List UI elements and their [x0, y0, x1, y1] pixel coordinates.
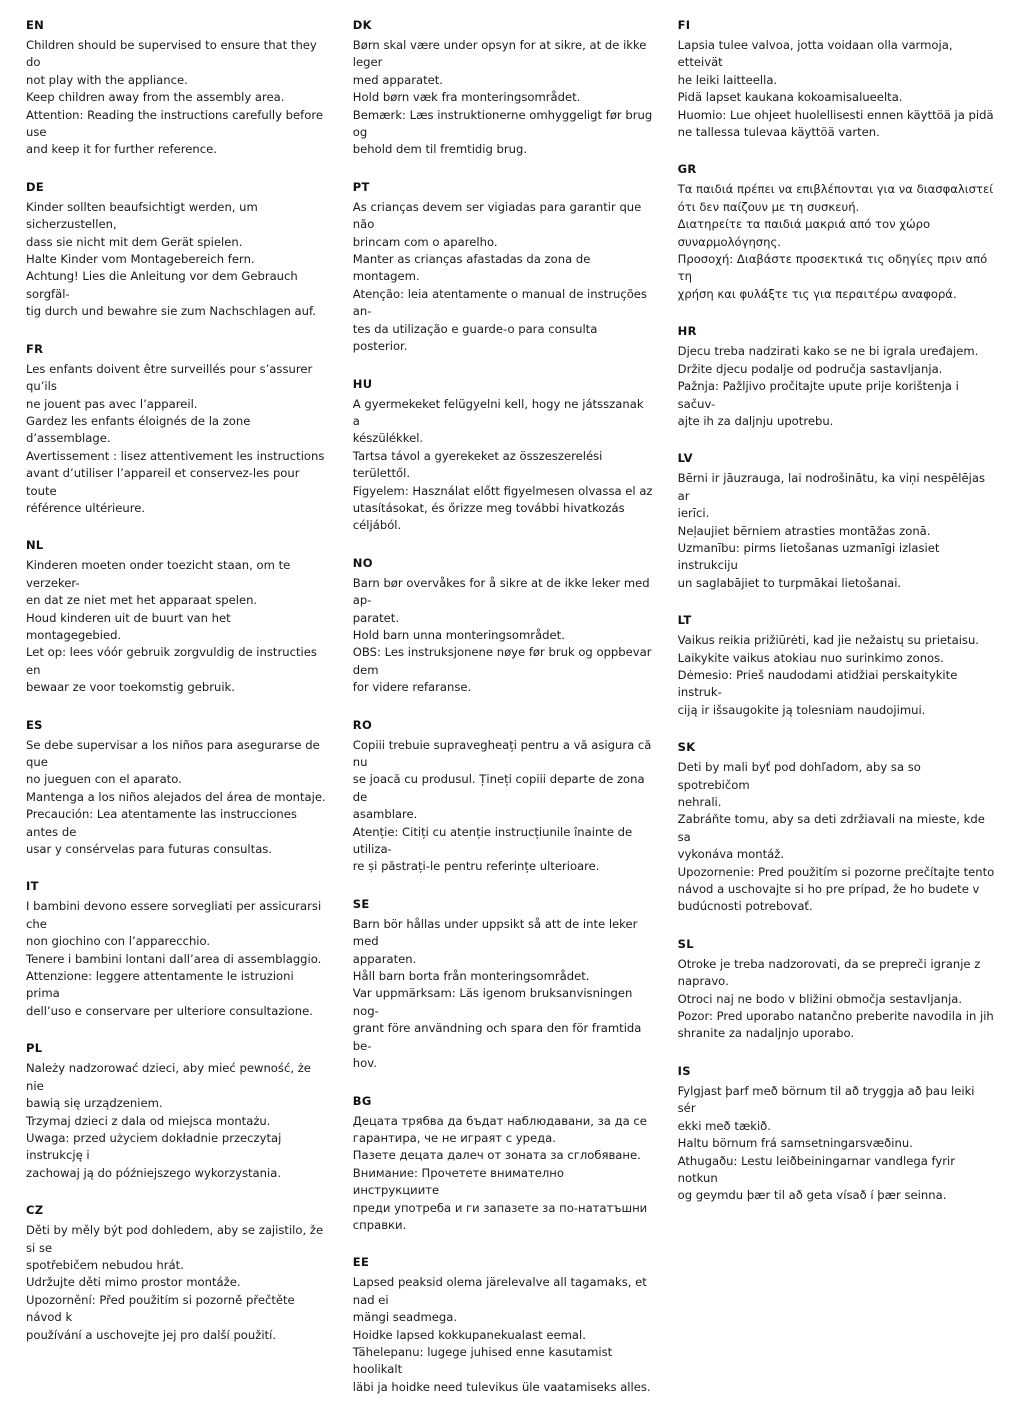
language-code: FR: [26, 341, 44, 356]
text-line: Copiii trebuie supravegheați pentru a vă asigura că nu: [352, 737, 656, 769]
text-line: référence ultérieure.: [26, 500, 146, 515]
language-text: [26, 1222, 329, 1344]
language-block-fi: [678, 18, 996, 141]
text-line: OBS: Les instruksjonene nøye før bruk og oppbevar dem: [352, 645, 656, 677]
language-block-pl: [26, 1041, 329, 1182]
text-line: Bemærk: Læs instruktionerne omhyggeligt før brug og: [352, 107, 656, 140]
text-line: Kinderen moeten onder toezicht staan, om te verzeker-: [26, 558, 294, 590]
text-line: vykonáva montáž.: [677, 847, 785, 862]
text-line: Udržujte děti mimo prostor montáže.: [26, 1275, 241, 1290]
text-line: hov.: [352, 1056, 377, 1071]
language-block-fr: [26, 342, 329, 518]
text-line: Barn bör hållas under uppsikt så att de inte leker med: [352, 916, 642, 949]
language-block-lt: [678, 613, 996, 719]
language-block-en: [26, 18, 329, 159]
language-text: [678, 632, 996, 719]
language-code: DE: [26, 179, 45, 194]
language-code: SL: [677, 936, 694, 951]
language-code: BG: [352, 1093, 372, 1108]
text-line: ne jouent pas avec l’appareil.: [26, 396, 198, 411]
text-line: Hold barn unna monteringsområdet.: [352, 627, 565, 642]
text-line: Håll barn borta från monteringsområdet.: [352, 969, 590, 984]
text-line: Atenção: leia atentamente o manual de instruções an-: [352, 286, 651, 319]
language-block-de: [26, 180, 329, 321]
text-line: paratet.: [352, 610, 400, 625]
language-text: [678, 343, 996, 430]
text-line: non giochino con l’apparecchio.: [26, 934, 211, 949]
text-line: χρήση και φυλάξτε τις για περαιτέρω αναφορά.: [677, 286, 957, 301]
text-line: apparaten.: [352, 951, 417, 966]
language-text: [26, 557, 329, 696]
text-line: Huomio: Lue ohjeet huolellisesti ennen käyttöä ja pidä: [677, 107, 994, 122]
text-line: budúcnosti potrebovať.: [677, 899, 813, 914]
text-line: Bērni ir jāuzrauga, lai nodrošinātu, ka viņi nespēlējas ar: [677, 471, 989, 503]
language-code: PT: [352, 179, 370, 194]
text-line: Manter as crianças afastadas da zona de montagem.: [352, 252, 595, 284]
text-line: Children should be supervised to ensure that they do: [26, 38, 321, 70]
text-line: Upozornenie: Pred použitím si pozorne prečítajte tento: [677, 864, 995, 879]
text-line: asamblare.: [352, 807, 418, 822]
text-line: Пазете децата далеч от зоната за сглобяване.: [352, 1148, 641, 1163]
language-code: NO: [352, 555, 373, 570]
text-line: Achtung! Lies die Anleitung vor dem Gebrauch sorgfäl-: [26, 269, 302, 301]
text-line: Barn bør overvåkes for å sikre at de ikke leker med ap-: [352, 575, 654, 608]
text-line: brincam com o aparelho.: [352, 234, 498, 249]
column-right: [676, 18, 1000, 1226]
text-line: készülékkel.: [352, 431, 424, 446]
text-line: Fylgjast þarf með börnum til að tryggja að þau leiki sér: [677, 1083, 979, 1116]
text-line: nehrali.: [677, 795, 722, 809]
text-line: re și păstrați-le pentru referințe ulterioare.: [352, 859, 600, 874]
text-line: tig durch und bewahre sie zum Nachschlagen auf.: [26, 304, 316, 319]
language-code: HR: [677, 324, 697, 339]
language-code: CZ: [26, 1203, 44, 1218]
language-text: [353, 1113, 654, 1235]
text-line: Внимание: Прочетете внимателно инструкциите: [352, 1165, 568, 1198]
text-line: ajte ih za daljnju upotrebu.: [677, 413, 834, 428]
language-text: [678, 1083, 996, 1205]
text-line: Attention: Reading the instructions carefully before use: [26, 107, 327, 140]
language-code: SK: [677, 740, 696, 755]
text-line: zachowaj ją do późniejszego wykorzystania.: [26, 1165, 282, 1180]
text-line: Les enfants doivent être surveillés pour s’assurer qu’ils: [26, 361, 316, 394]
text-line: Halte Kinder vom Montagebereich fern.: [26, 252, 255, 267]
text-line: he leiki laitteella.: [677, 72, 778, 87]
text-line: avant d’utiliser l’appareil et conservez-les pour toute: [26, 466, 304, 498]
language-block-bg: [353, 1094, 654, 1235]
text-line: med apparatet.: [352, 72, 443, 87]
text-line: dass sie nicht mit dem Gerät spielen.: [26, 234, 243, 249]
language-code: PL: [26, 1041, 43, 1056]
text-line: Vaikus reikia prižiūrėti, kad jie nežaistų su prietaisu.: [677, 633, 979, 648]
text-line: mängi seadmega.: [352, 1310, 458, 1325]
text-line: Zabráňte tomu, aby sa deti zdržiavali na mieste, kde sa: [677, 812, 989, 844]
text-line: grant före användning och spara den för framtida be-: [352, 1021, 646, 1053]
text-line: návod a uschovajte si ho pre prípad, že ho budete v: [677, 882, 980, 897]
text-line: Należy nadzorować dzieci, aby mieć pewność, że nie: [26, 1061, 315, 1093]
language-block-sl: [678, 937, 996, 1043]
language-block-pt: [353, 180, 654, 356]
text-line: Attenzione: leggere attentamente le istruzioni prima: [26, 969, 298, 1001]
text-line: ciją ir išsaugokite ją tolesniam naudojimui.: [677, 702, 926, 717]
text-line: spotřebičem nebudou hrát.: [26, 1257, 184, 1272]
text-line: Precaución: Lea atentamente las instrucciones antes de: [26, 807, 301, 839]
text-line: Децата трябва да бъдат наблюдавани, за да се: [352, 1113, 647, 1128]
language-text: [678, 181, 996, 303]
language-code: GR: [677, 162, 697, 177]
text-line: As crianças devem ser vigiadas para garantir que não: [352, 199, 645, 232]
language-code: RO: [352, 717, 373, 732]
text-line: no jueguen con el aparato.: [26, 772, 182, 787]
text-line: Keep children away from the assembly area.: [26, 90, 285, 105]
text-line: bawią się urządzeniem.: [26, 1096, 163, 1111]
text-line: Uzmanību: pirms lietošanas uzmanīgi izlasiet instrukciju: [677, 540, 944, 573]
text-line: se joacă cu produsul. Țineți copiii departe de zona de: [352, 772, 649, 804]
language-block-nl: [26, 538, 329, 696]
text-line: Τα παιδιά πρέπει να επιβλέπονται για να διασφαλιστεί: [677, 182, 994, 197]
language-text: [26, 737, 329, 859]
language-text: [678, 37, 996, 141]
text-line: tes da utilização e guarde-o para consulta posterior.: [352, 321, 602, 354]
language-block-lv: [678, 451, 996, 592]
language-text: [26, 37, 329, 159]
language-text: [353, 396, 654, 535]
text-line: Lapsed peaksid olema järelevalve all tagamaks, et nad ei: [352, 1275, 651, 1307]
text-line: Gardez les enfants éloignés de la zone d’assemblage.: [26, 413, 255, 446]
language-block-is: [678, 1064, 996, 1205]
language-code: ES: [26, 717, 43, 732]
text-line: not play with the appliance.: [26, 72, 188, 87]
language-block-ee: [353, 1255, 654, 1396]
language-code: SE: [352, 896, 370, 911]
text-line: Pidä lapset kaukana kokoamisalueelta.: [677, 90, 903, 105]
text-line: ne tallessa tulevaa käyttöä varten.: [677, 125, 880, 140]
text-line: usar y consérvelas para futuras consultas.: [26, 842, 273, 857]
text-line: Děti by měly být pod dohledem, aby se zajistilo, že si se: [26, 1223, 327, 1255]
text-line: Se debe supervisar a los niños para asegurarse de que: [26, 737, 324, 769]
text-line: dell’uso e conservare per ulteriore consultazione.: [26, 1003, 313, 1018]
text-line: Προσοχή: Διαβάστε προσεκτικά τις οδηγίες πριν από τη: [677, 252, 991, 284]
text-line: Pozor: Pred uporabo natančno preberite navodila in jih: [677, 1009, 994, 1024]
text-line: Djecu treba nadzirati kako se ne bi igrala uređajem.: [677, 344, 979, 359]
text-line: Kinder sollten beaufsichtigt werden, um sicherzustellen,: [26, 199, 262, 232]
language-code: IT: [26, 879, 39, 894]
text-line: Laikykite vaikus atokiau nuo surinkimo zonos.: [677, 650, 944, 665]
language-text: [26, 361, 329, 518]
text-line: Houd kinderen uit de buurt van het montagegebied.: [26, 610, 235, 642]
language-code: NL: [26, 538, 44, 553]
language-text: [353, 1274, 654, 1396]
text-line: Uwaga: przed użyciem dokładnie przeczytaj instrukcję i: [26, 1130, 286, 1163]
text-line: Otroke je treba nadzorovati, da se prepreči igranje z: [677, 956, 981, 971]
language-code: DK: [352, 18, 372, 32]
text-line: napravo.: [677, 974, 729, 989]
language-code: EN: [26, 18, 45, 32]
text-line: I bambini devono essere sorvegliati per assicurarsi che: [26, 899, 325, 931]
language-text: [26, 199, 329, 321]
text-line: for videre refaranse.: [352, 680, 472, 695]
text-line: ekki með tækið.: [677, 1118, 771, 1133]
text-line: Otroci naj ne bodo v bližini območja sestavljanja.: [677, 991, 963, 1006]
language-text: [26, 1060, 329, 1182]
language-block-hu: [353, 377, 654, 535]
text-line: un saglabājiet to turpmākai lietošanai.: [677, 575, 902, 590]
column-left: [26, 18, 351, 1365]
language-text: [353, 575, 654, 697]
language-block-cz: [26, 1203, 329, 1344]
language-block-dk: [353, 18, 654, 159]
text-line: συναρμολόγησης.: [677, 234, 781, 249]
text-line: ierīci.: [677, 506, 710, 521]
text-line: гарантира, че не играят с уреда.: [352, 1130, 556, 1145]
language-code: HU: [352, 376, 373, 391]
text-line: läbi ja hoidke need tulevikus üle vaatamiseks alles.: [352, 1379, 651, 1394]
language-block-se: [353, 897, 654, 1073]
text-line: utasításokat, és őrizze meg további hivatkozás céljából.: [352, 500, 629, 533]
text-line: ότι δεν παίζουν με τη συσκευή.: [677, 199, 860, 214]
text-line: Avertissement : lisez attentivement les instructions: [26, 448, 325, 463]
language-text: [353, 916, 654, 1073]
language-code: LV: [677, 451, 693, 466]
text-line: Neļaujiet bērniem atrasties montāžas zonā.: [677, 523, 931, 538]
text-line: Figyelem: Használat előtt figyelmesen olvassa el az: [352, 483, 653, 498]
text-line: bewaar ze voor toekomstig gebruik.: [26, 680, 235, 695]
language-code: FI: [677, 18, 691, 32]
text-line: og geymdu þær til að geta vísað í þær seinna.: [677, 1188, 947, 1203]
language-block-sk: [678, 740, 996, 916]
language-block-hr: [678, 324, 996, 430]
text-line: Var uppmärksam: Läs igenom bruksanvisningen nog-: [352, 986, 637, 1018]
text-line: Trzymaj dzieci z dala od miejsca montażu.: [26, 1113, 271, 1128]
language-text: [678, 956, 996, 1043]
language-text: [26, 898, 329, 1020]
language-text: [353, 37, 654, 159]
text-line: A gyermekeket felügyelni kell, hogy ne játsszanak a: [352, 396, 648, 428]
language-code: IS: [677, 1063, 691, 1078]
text-line: Lapsia tulee valvoa, jotta voidaan olla varmoja, etteivät: [677, 38, 957, 70]
language-block-ro: [353, 718, 654, 876]
language-code: EE: [352, 1255, 370, 1270]
text-line: Børn skal være under opsyn for at sikre, at de ikke leger: [352, 38, 651, 70]
language-text: [678, 759, 996, 916]
text-line: Pažnja: Pažljivo pročitajte upute prije korištenja i sačuv-: [677, 379, 963, 411]
text-line: Dėmesio: Prieš naudodami atidžiai perskaitykite instruk-: [677, 667, 962, 700]
text-line: Tenere i bambini lontani dall’area di assemblaggio.: [26, 951, 322, 966]
language-text: [678, 470, 996, 592]
text-line: Tartsa távol a gyerekeket az összeszerelési területtől.: [352, 448, 607, 481]
text-line: používání a uschovejte jej pro další použití.: [26, 1327, 277, 1342]
language-block-it: [26, 879, 329, 1020]
text-line: справки.: [352, 1217, 407, 1232]
text-line: behold dem til fremtidig brug.: [352, 142, 528, 157]
language-text: [353, 737, 654, 876]
text-line: Hold børn væk fra monteringsområdet.: [352, 90, 581, 105]
language-block-es: [26, 718, 329, 859]
text-line: Držite djecu podalje od područja sastavljanja.: [677, 361, 943, 376]
text-line: Hoidke lapsed kokkupanekualast eemal.: [352, 1327, 586, 1342]
text-line: Διατηρείτε τα παιδιά μακριά από τον χώρο: [677, 217, 931, 232]
text-line: Athugaðu: Lestu leiðbeiningarnar vandlega fyrir notkun: [677, 1153, 959, 1185]
text-line: shranite za nadaljnjo uporabo.: [677, 1026, 855, 1041]
text-line: Let op: lees vóór gebruik zorgvuldig de instructies en: [26, 645, 321, 677]
language-block-gr: [678, 162, 996, 303]
language-text: [353, 199, 654, 356]
language-block-no: [353, 556, 654, 697]
text-line: Upozornění: Před použitím si pozorně přečtěte návod k: [26, 1292, 299, 1325]
text-line: Tähelepanu: lugege juhised enne kasutamist hoolikalt: [352, 1344, 616, 1377]
text-line: преди употреба и ги запазете за по-нататъшни: [352, 1200, 648, 1215]
text-line: Atenție: Citiți cu atenție instrucțiunile înainte de utiliza-: [352, 824, 636, 857]
text-line: Haltu börnum frá samsetningarsvæðinu.: [677, 1136, 913, 1151]
text-line: and keep it for further reference.: [26, 142, 217, 157]
text-line: en dat ze niet met het apparaat spelen.: [26, 593, 258, 608]
text-line: Mantenga a los niños alejados del área de montaje.: [26, 789, 326, 804]
text-line: Deti by mali byť pod dohľadom, aby sa so spotrebičom: [677, 760, 925, 792]
column-middle: [351, 18, 676, 1417]
language-code: LT: [677, 613, 692, 628]
